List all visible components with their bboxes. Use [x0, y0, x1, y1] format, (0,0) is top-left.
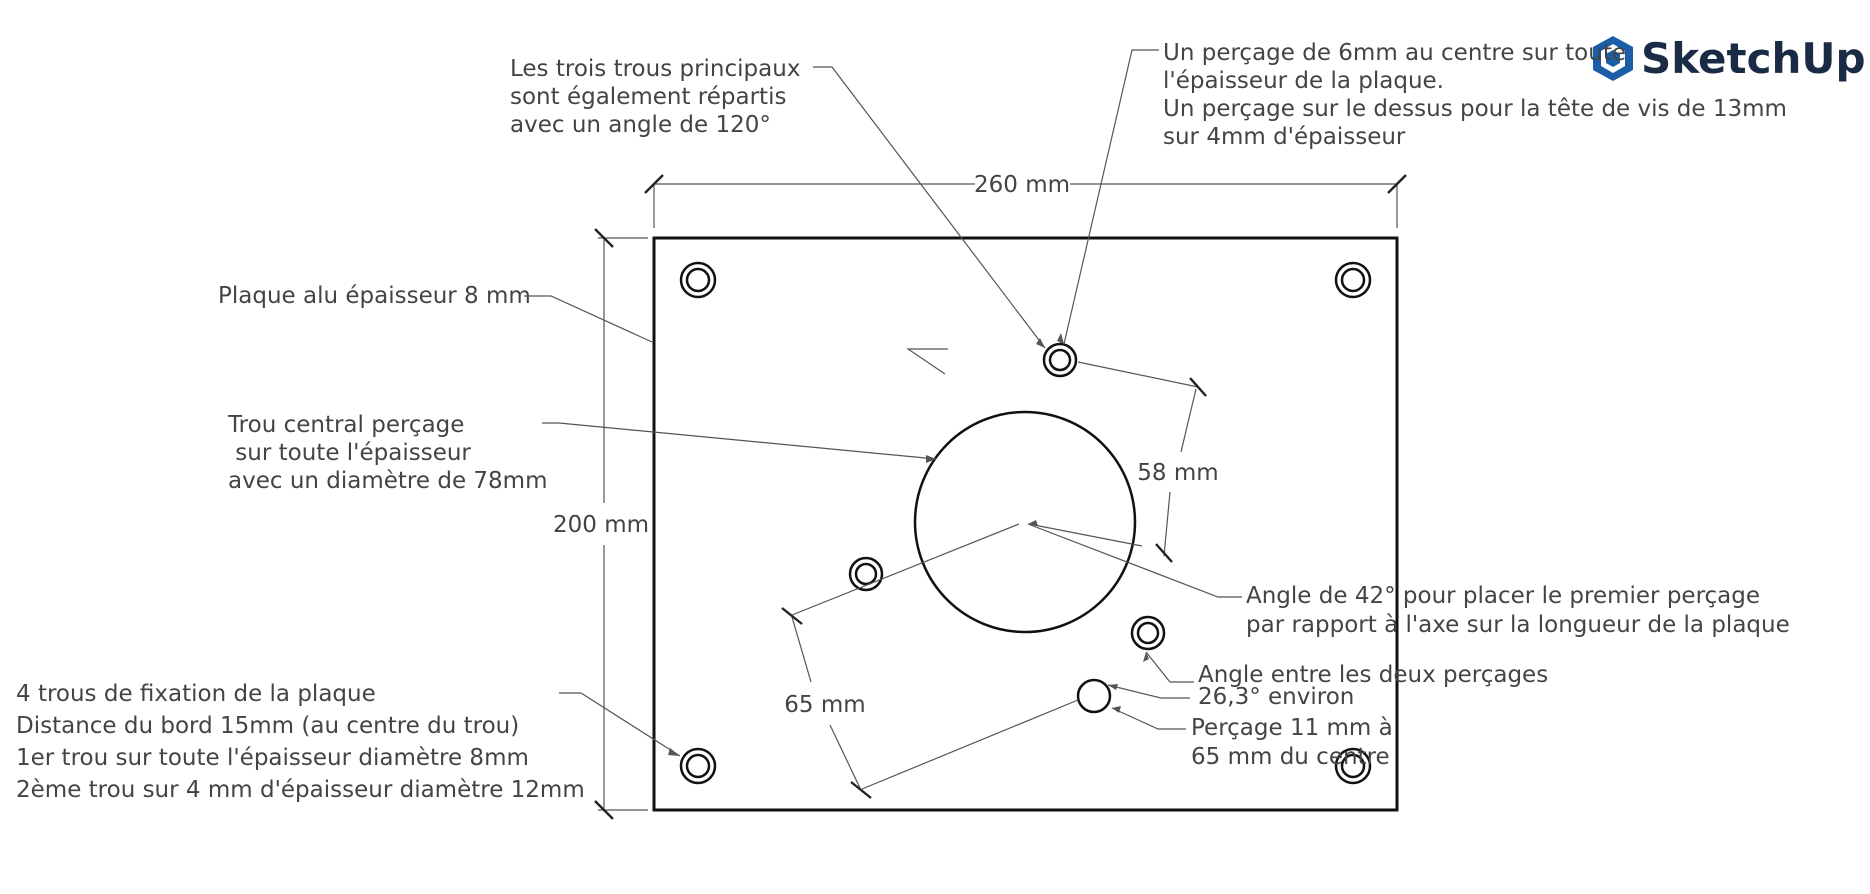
central-hole: [915, 412, 1135, 632]
sketchup-logo: [1593, 34, 1866, 83]
drill-11-note: Perçage 11 mm à 65 mm du centre: [1191, 715, 1393, 770]
drill-11mm-hole: [1078, 680, 1110, 712]
height-dimension: [553, 229, 649, 819]
corner-hole: [681, 263, 715, 297]
main-hole: [1132, 617, 1164, 649]
fixing-holes-note: 4 trous de fixation de la plaque Distance du bord 15mm (au centre du trou) 1er trou sur toute l'épaisseur diamètre 8mm 2ème trou sur 4 mm d'épaisseur diamètre 12mm: [16, 681, 585, 803]
corner-hole: [681, 749, 715, 783]
width-dimension: [645, 172, 1406, 228]
radius-65-dimension: [782, 524, 1078, 798]
central-hole-note: Trou central perçage sur toute l'épaisseur avec un diamètre de 78mm: [228, 412, 548, 494]
sketchup-wordmark: SketchUp: [1641, 34, 1866, 83]
between-angle-note: Angle entre les deux perçages 26,3° environ: [1198, 662, 1549, 710]
center-drill-note: Un perçage de 6mm au centre sur toute l'épaisseur de la plaque. Un perçage sur le dessus pour la tête de vis de 13mm sur 4mm d'épaisseur: [1163, 40, 1787, 150]
height-dimension-label: 200 mm: [552, 512, 650, 538]
offset-58-dimension: [1029, 362, 1219, 562]
main-hole: [1044, 344, 1076, 376]
plate-note: Plaque alu épaisseur 8 mm: [218, 283, 531, 309]
radius-65-dimension-label: 65 mm: [784, 692, 866, 718]
main-holes-note: Les trois trous principaux sont également répartis avec un angle de 120°: [510, 56, 801, 138]
first-angle-note: Angle de 42° pour placer le premier perçage par rapport à l'axe sur la longueur de la plaque: [1246, 583, 1790, 638]
corner-hole: [1336, 263, 1370, 297]
leader-lines: [524, 50, 1242, 756]
offset-58-dimension-label: 58 mm: [1137, 460, 1219, 486]
width-dimension-label: 260 mm: [973, 172, 1071, 198]
